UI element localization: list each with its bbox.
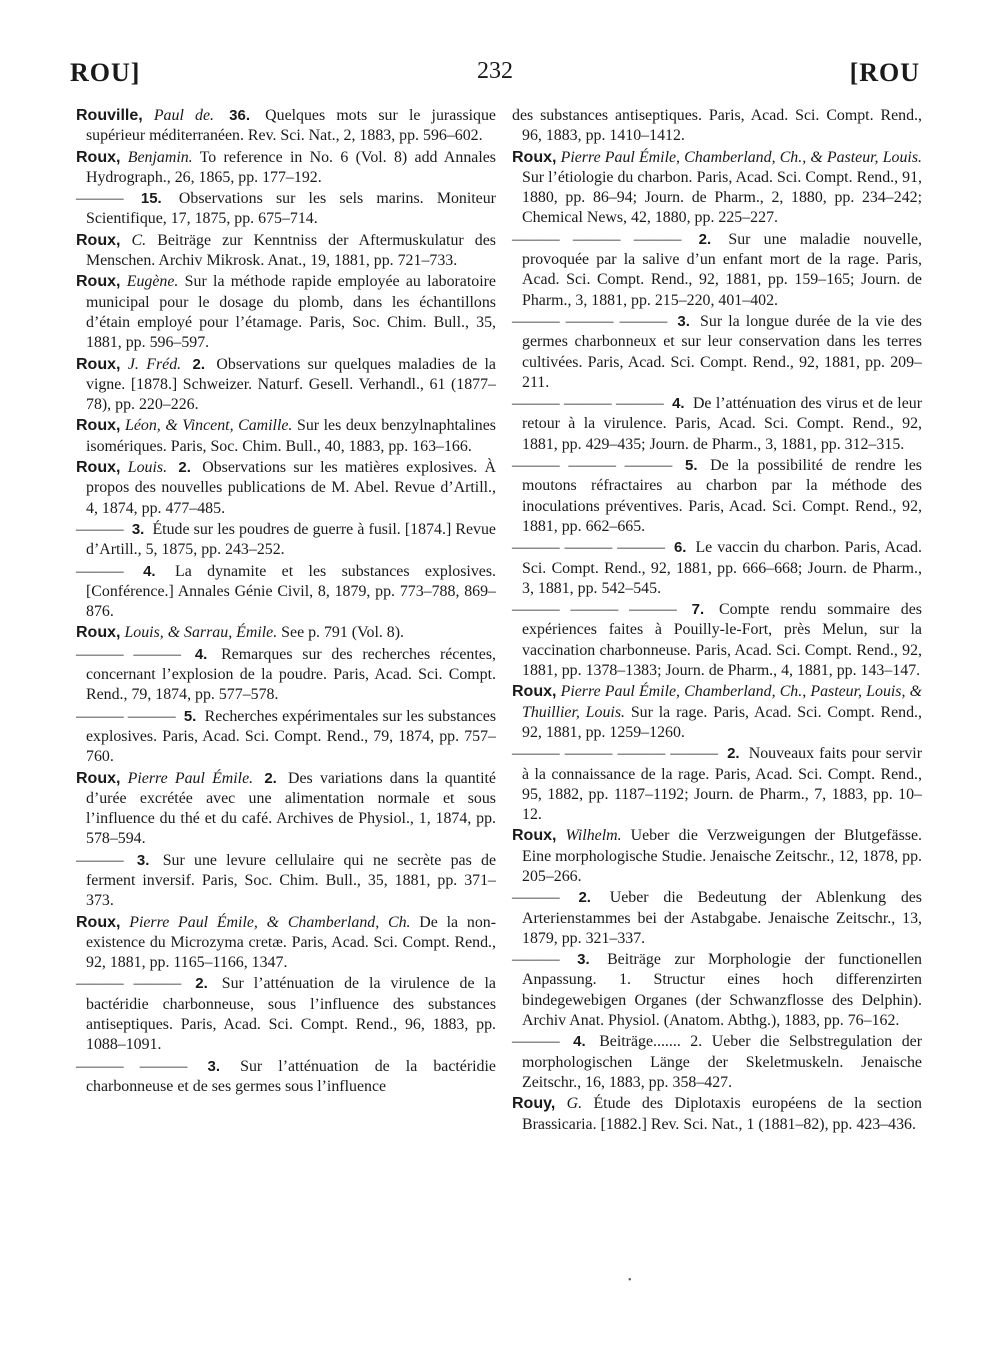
entry-text: Beiträge....... 2. Ueber die Selbstregulation der morphologischen Länge der Skeletmuskeln. Jenaische Zeitschr., 16, 1883, pp. 358–427.: [522, 1033, 922, 1091]
bibliography-entry: [512, 230, 922, 311]
bibliography-entry: [512, 148, 922, 229]
entry-author: Roux,: [76, 459, 121, 477]
entry-number: 2.: [578, 889, 591, 907]
bibliography-entry: [76, 520, 496, 561]
entry-dash: ——— ——— ———: [512, 395, 664, 413]
entry-text: Le vaccin du charbon. Paris, Acad. Sci. Compt. Rend., 92, 1881, pp. 666–668; Journ. de Pharm., 3, 1881, pp. 542–545.: [522, 539, 922, 597]
bibliography-entry: [76, 974, 496, 1055]
entry-text: Observations sur les sels marins. Moniteur Scientifique, 17, 1875, pp. 675–714.: [86, 190, 496, 228]
bibliography-entry: [76, 416, 496, 457]
bibliography-entry: [512, 312, 922, 393]
entry-number: 4.: [573, 1033, 586, 1051]
entry-number: 15.: [140, 190, 162, 208]
entry-text: Nouveaux faits pour servir à la connaissance de la rage. Paris, Acad. Sci. Compt. Rend., 95, 1882, pp. 1187–1192; Journ. de Pharm., 7, 1883, pp. 10–12.: [522, 745, 922, 824]
entry-text: De la non-existence du Microzyma cretæ. Paris, Acad. Sci. Compt. Rend., 92, 1881, pp. 1165–1166, 1347.: [86, 913, 496, 972]
entry-dash: ——— ——— ———: [512, 230, 682, 248]
bibliography-entry: [76, 458, 496, 519]
entry-text: Sur la longue durée de la vie des germes charbonneux et sur leur conservation dans les terres cultivées. Paris, Acad. Sci. Compt. Rend., 92, 1881, pp. 209–211.: [522, 312, 922, 391]
entry-text: Sur une levure cellulaire qui ne secrète pas de ferment inversif. Paris, Soc. Chim. Bull., 35, 1881, pp. 371–373.: [86, 851, 496, 910]
bibliography-entry: [76, 707, 496, 768]
bibliography-entry: [512, 1094, 922, 1135]
header-right-keyword: [ROU: [849, 58, 920, 87]
entry-dash: ———: [512, 889, 560, 907]
entry-author: Roux,: [76, 769, 121, 787]
left-column: [76, 106, 496, 1098]
bibliography-entry: [76, 106, 496, 147]
entry-author-given: Paul de.: [153, 107, 214, 124]
entry-text: Étude sur les poudres de guerre à fusil. [1874.] Revue d’Artill., 5, 1875, pp. 243–252.: [86, 520, 496, 559]
bibliography-entry: [76, 851, 496, 912]
bibliography-entry: [512, 538, 922, 599]
page-number: 232: [477, 58, 513, 84]
entry-author: Roux,: [512, 827, 557, 845]
entry-author: Roux,: [76, 273, 121, 291]
entry-text: des substances antiseptiques. Paris, Acad. Sci. Compt. Rend., 96, 1883, pp. 1410–1412.: [512, 107, 922, 145]
entry-author-given: Léon, & Vincent, Camille.: [125, 417, 293, 435]
entry-dash: ——— ———: [76, 707, 176, 725]
entry-author-given: G.: [566, 1095, 583, 1113]
entry-number: 3.: [136, 851, 150, 869]
bibliography-entry: [76, 769, 496, 850]
entry-number: 7.: [691, 601, 705, 619]
entry-text: Sur les deux benzylnaphtalines isomériques. Paris, Soc. Chim. Bull., 40, 1883, pp. 163–166.: [86, 417, 496, 455]
bibliography-entry: [76, 272, 496, 353]
bibliography-entry: [76, 148, 496, 189]
entry-author-given: Louis.: [127, 459, 168, 477]
bibliography-entry: [512, 888, 922, 949]
entry-author: Roux,: [76, 355, 121, 373]
bibliography-entry: [76, 913, 496, 974]
entry-text: De la possibilité de rendre les moutons réfractaires au charbon par la méthode des inoculations préventives. Paris, Acad. Sci. Compt. Rend., 92, 1881, pp. 662–665.: [522, 457, 922, 535]
entry-number: 6.: [673, 539, 687, 557]
entry-number: 2.: [264, 769, 277, 787]
entry-author: Roux,: [76, 148, 121, 166]
entry-dash: ——— ———: [76, 645, 182, 663]
entry-author: Roux,: [76, 417, 121, 435]
header-left-keyword: ROU]: [70, 58, 141, 87]
entry-number: 3.: [131, 520, 145, 538]
entry-author-given: Pierre Paul Émile, Chamberland, Ch., & Pasteur, Louis.: [560, 148, 922, 166]
bibliography-entry: [512, 950, 922, 1031]
entry-text: Remarques sur des recherches récentes, concernant l’explosion de la poudre. Paris, Acad. Sci. Compt. Rend., 79, 1874, pp. 577–578.: [86, 645, 496, 704]
entry-number: 4.: [672, 395, 685, 413]
entry-text: Beiträge zur Kenntniss der Aftermuskulatur des Menschen. Archiv Mikrosk. Anat., 19, 1881, pp. 721–733.: [86, 231, 496, 270]
entry-number: 3.: [207, 1057, 221, 1075]
entry-text: Sur la rage. Paris, Acad. Sci. Compt. Rend., 92, 1881, pp. 1259–1260.: [522, 703, 923, 741]
entry-dash: ——— ———: [76, 1057, 188, 1075]
bibliography-entry: [512, 826, 922, 887]
entry-text: Ueber die Bedeutung der Ablenkung des Arterienstammes bei der Astabgabe. Jenaische Zeitschr., 13, 1879, pp. 321–337.: [522, 889, 922, 947]
entry-text: Compte rendu sommaire des expériences faites à Pouilly-le-Fort, près Melun, sur la vaccination charbonneuse. Paris, Acad. Sci. Compt. Rend., 92, 1881, pp. 1378–1383; Journ. de Pharm., 4, 1881, pp. 143–147.: [522, 601, 922, 680]
entry-number: 2.: [195, 975, 208, 993]
bibliography-entry: [76, 562, 496, 623]
entry-author-given: Eugène.: [126, 273, 179, 291]
entry-text: De l’atténuation des virus et de leur retour à la virulence. Paris, Acad. Sci. Compt. Rend., 92, 1881, pp. 429–435; Journ. de Pharm., 3, 1881, pp. 312–315.: [522, 395, 923, 453]
entry-author: Rouy,: [512, 1095, 556, 1113]
entry-text: Observations sur quelques maladies de la vigne. [1878.] Schweizer. Naturf. Gesell. Verhandl., 61 (1877–78), pp. 220–226.: [86, 355, 496, 414]
entry-author-given: Wilhelm.: [565, 827, 622, 845]
bibliography-entry: [76, 623, 496, 643]
entry-dash: ———: [512, 1033, 560, 1051]
entry-author-given: Louis, & Sarrau, Émile.: [124, 624, 278, 642]
entry-number: 4.: [194, 645, 208, 663]
entry-author-given: J. Fréd.: [127, 355, 182, 373]
bibliography-entry: [512, 1032, 922, 1093]
entry-author-given: Pierre Paul Émile, Chamberland, Ch., Pasteur, Louis, & Thuillier, Louis.: [522, 683, 922, 721]
entry-text: Observations sur les matières explosives. À propos des nouvelles publications de M. Abel. Revue d’Artill., 4, 1874, pp. 477–485.: [86, 459, 496, 517]
entry-dash: ———: [76, 851, 124, 869]
entry-author-given: Benjamin.: [127, 148, 193, 166]
entry-number: 5.: [183, 707, 197, 725]
entry-number: 3.: [577, 951, 590, 969]
bibliography-entry: [76, 189, 496, 230]
entry-author-given: Pierre Paul Émile, & Chamberland, Ch.: [129, 913, 411, 931]
entry-author: Roux,: [76, 624, 121, 642]
entry-text: Sur l’atténuation de la virulence de la bactéridie charbonneuse, sous l’influence des substances antiseptiques. Paris, Acad. Sci. Compt. Rend., 96, 1883, pp. 1088–1091.: [86, 975, 496, 1054]
running-header: [70, 58, 920, 98]
entry-dash: ——— ——— ———: [512, 601, 677, 619]
page-mark: •: [628, 1275, 632, 1286]
entry-dash: ——— ——— ——— ———: [512, 745, 718, 763]
entry-author-given: Pierre Paul Émile.: [127, 769, 254, 787]
right-column: [512, 106, 922, 1136]
entry-text: Recherches expérimentales sur les substances explosives. Paris, Acad. Sci. Compt. Rend., 79, 1874, pp. 757–760.: [86, 707, 497, 766]
entry-text: Ueber die Verzweigungen der Blutgefässe. Eine morphologische Studie. Jenaische Zeitschr., 12, 1878, pp. 205–266.: [522, 827, 922, 885]
entry-text: Quelques mots sur le jurassique supérieur méditerranéen. Rev. Sci. Nat., 2, 1883, pp. 596–602.: [86, 107, 496, 145]
bibliography-entry: [512, 456, 922, 537]
entry-text: La dynamite et les substances explosives. [Conférence.] Annales Génie Civil, 8, 1879, pp. 773–788, 869–876.: [86, 562, 496, 621]
bibliography-entry: [76, 355, 496, 416]
entry-author: Roux,: [512, 683, 557, 701]
entry-dash: ———: [76, 190, 124, 208]
entry-text: Beiträge zur Morphologie der functionellen Anpassung. 1. Structur eines hoch differenzirten bindegewebigen Organes (der Schwanzflosse des Delphin). Archiv Anat. Physiol. (Anatom. Abthg.), 1883, pp. 76–162.: [522, 951, 922, 1030]
bibliography-entry: [512, 600, 922, 681]
entry-dash: ——— ——— ———: [512, 312, 668, 330]
entry-author: Roux,: [76, 231, 121, 249]
entry-author: Roux,: [512, 148, 557, 166]
entry-dash: ——— ——— ———: [512, 457, 673, 475]
entry-dash: ——— ——— ———: [512, 539, 665, 557]
entry-author-given: C.: [131, 231, 147, 249]
entry-number: 2.: [698, 230, 712, 248]
entry-text: See p. 791 (Vol. 8).: [281, 624, 405, 642]
entry-text: Sur l’atténuation de la bactéridie charbonneuse et de ses germes sous l’influence: [86, 1057, 496, 1095]
entry-text: Des variations dans la quantité d’urée excrétée avec une alimentation normale et sous l’influence du thé et du café. Archives de Physiol., 1, 1874, pp. 578–594.: [86, 769, 496, 848]
entry-text: Sur la méthode rapide employée au laboratoire municipal pour le dosage du plomb, dans les échantillons d’étain employé pour l’étamage. Paris, Soc. Chim. Bull., 35, 1881, pp. 596–597.: [86, 273, 496, 352]
entry-dash: ———: [76, 520, 124, 538]
entry-text: To reference in No. 6 (Vol. 8) add Annales Hydrograph., 26, 1865, pp. 177–192.: [86, 148, 496, 186]
entry-number: 2.: [192, 355, 206, 373]
entry-text: Sur une maladie nouvelle, provoquée par la salive d’un enfant mort de la rage. Paris, Acad. Sci. Compt. Rend., 92, 1881, pp. 159–165; Journ. de Pharm., 3, 1881, pp. 215–220, 401–402.: [522, 230, 923, 309]
entry-author: Rouville,: [76, 107, 143, 124]
bibliography-entry: [512, 744, 922, 825]
entry-dash: ———: [76, 562, 124, 580]
bibliography-entry: [76, 231, 496, 272]
entry-number: 2.: [727, 745, 740, 763]
bibliography-entry: [76, 1057, 496, 1098]
entry-dash: ———: [512, 951, 560, 969]
bibliography-entry: [512, 394, 922, 455]
entry-number: 3.: [677, 312, 690, 330]
entry-text: Sur l’étiologie du charbon. Paris, Acad. Sci. Compt. Rend., 91, 1880, pp. 86–94; Journ. de Pharm., 2, 1880, pp. 234–242; Chemical News, 42, 1880, pp. 225–227.: [522, 168, 922, 227]
bibliography-entry: [512, 682, 922, 743]
bibliography-entry: [76, 645, 496, 706]
entry-number: 36.: [229, 107, 250, 124]
entry-author: Roux,: [76, 913, 121, 931]
entry-number: 2.: [178, 459, 191, 477]
entry-text: Étude des Diplotaxis européens de la section Brassicaria. [1882.] Rev. Sci. Nat., 1 (1881–82), pp. 423–436.: [522, 1095, 922, 1133]
bibliography-entry: [512, 106, 922, 147]
entry-number: 4.: [143, 562, 156, 580]
entry-number: 5.: [684, 457, 698, 475]
entry-dash: ——— ———: [76, 975, 182, 993]
